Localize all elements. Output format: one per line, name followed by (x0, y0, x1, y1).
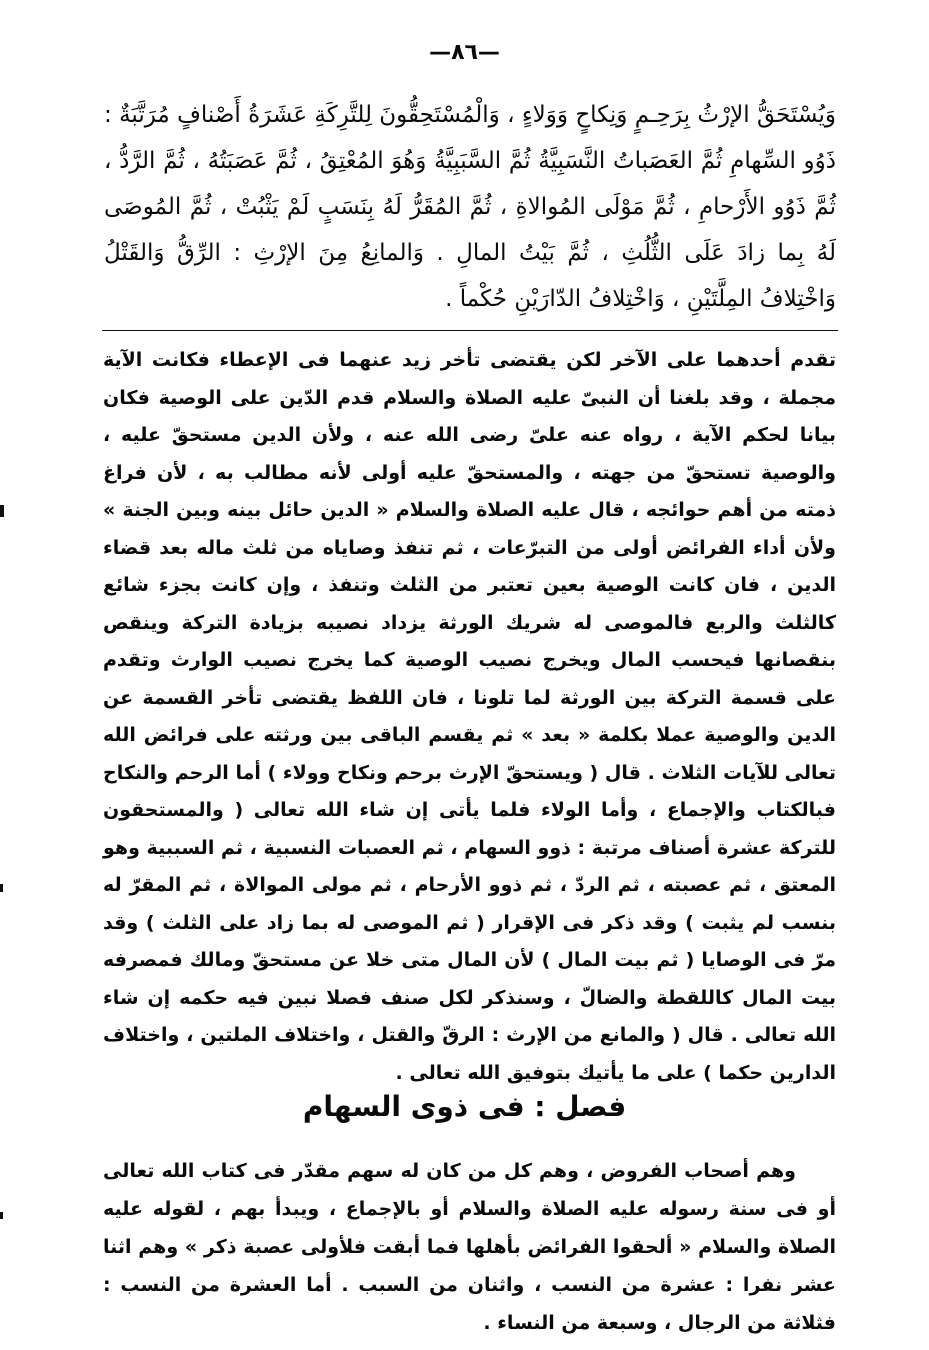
text-divider-rule (102, 330, 838, 331)
commentary-block (103, 342, 836, 1092)
section-body-block (103, 1152, 836, 1342)
section-heading: فصل : فى ذوى السهام (302, 1090, 627, 1123)
main-text-paragraph: وَيُسْتَحَقُّ الإرْثُ بِرَحِـمٍ وَنِكاحٍ وَوَلاءٍ ، وَالْمُسْتَحِقُّونَ لِلتَّرِكَةِ عَشَرَةُ أَصْنافٍ مُرَتَّبَةٌ : ذَوُو السِّهامِ ثُمَّ العَصَباتُ النَّسَبِيَّةُ ثُمَّ السَّبَبِيَّةُ وَهُوَ المُعْتِقُ ، ثُمَّ عَصَبَتُهُ ، ثُمَّ الرَّدُّ ، ثُمَّ ذَوُو الأَرْحامِ ، ثُمَّ مَوْلَى المُوالاةِ ، ثُمَّ المُقَرُّ لَهُ بِنَسَبٍ لَمْ يَثْبُتْ ، ثُمَّ المُوصَى لَهُ بِما زادَ عَلَى الثُّلُثِ ، ثُمَّ بَيْتُ المالِ . وَالمانِعُ مِنَ الإرْثِ : الرِّقُّ وَالقَتْلُ وَاخْتِلافُ المِلَّتَيْنِ ، وَاخْتِلافُ الدّارَيْنِ حُكْماً . (104, 102, 836, 312)
scan-mark (0, 505, 4, 517)
section-body-paragraph: وهم أصحاب الفروض ، وهم كل من كان له سهم مقدّر فى كتاب الله تعالى أو فى سنة رسوله عليه الصلاة والسلام أو بالإجماع ، ويبدأ بهم ، لقوله عليه الصلاة والسلام « ألحقوا الفرائض بأهلها فما أبقت فلأولى عصبة ذكر » وهم اثنا عشر نفرا : عشرة من النسب ، واثنان من السبب . أما العشرة من النسب : فثلاثة من الرجال ، وسبعة من النساء . (103, 1160, 836, 1334)
scan-mark (0, 884, 3, 892)
page-number: —٨٦— (429, 40, 500, 65)
commentary-paragraph: تقدم أحدهما على الآخر لكن يقتضى تأخر زيد عنهما فى الإعطاء فكانت الآية مجملة ، وقد بلغنا أن النبىّ عليه الصلاة والسلام قدم الدّين على الوصية فكان بيانا لحكم الآية ، رواه عنه علىّ رضى الله عنه ، ولأن الدين مستحقّ عليه ، والوصية تستحقّ من جهته ، والمستحقّ عليه أولى لأنه مطالب به ، لأن فراغ ذمته من أهم حوائجه ، قال عليه الصلاة والسلام « الدين حائل بينه وبين الجنة » ولأن أداء الفرائض أولى من التبرّعات ، ثم تنفذ وصاياه من ثلث ماله بعد قضاء الدين ، فان كانت الوصية بعين تعتبر من الثلث وتنفذ ، وإن كانت بجزء شائع كالثلث والربع فالموصى له شريك الورثة يزداد نصيبه بزيادة التركة وينقص بنقصانها فيحسب المال ويخرج نصيب الوصية كما يخرج نصيب الوارث وتقدم على قسمة التركة بين الورثة لما تلونا ، فان اللفظ يقتضى تأخر القسمة عن الدين والوصية عملا بكلمة « بعد » ثم يقسم الباقى بين ورثته على فرائض الله تعالى للآيات الثلاث . قال ( ويستحقّ الإرث برحم ونكاح وولاء ) أما الرحم والنكاح فبالكتاب والإجماع ، وأما الولاء فلما يأتى إن شاء الله تعالى ( والمستحقون للتركة عشرة أصناف مرتبة : ذوو السهام ، ثم العصبات النسبية ، ثم السببية وهو المعتق ، ثم عصبته ، ثم الردّ ، ثم ذوو الأرحام ، ثم مولى الموالاة ، ثم المقرّ له بنسب لم يثبت ) وقد ذكر فى الإقرار ( ثم الموصى له بما زاد على الثلث ) وقد مرّ فى الوصايا ( ثم بيت المال ) لأن المال متى خلا عن مستحقّ ومالك فمصرفه بيت المال كاللقطة والضالّ ، وسنذكر لكل صنف فصلا نبين فيه حكمه إن شاء الله تعالى . قال ( والمانع من الإرث : الرقّ والقتل ، واختلاف الملتين ، واختلاف الدارين حكما ) على ما يأتيك بتوفيق الله تعالى . (103, 349, 836, 1084)
scan-mark (0, 1212, 3, 1219)
main-text-block (104, 92, 836, 322)
